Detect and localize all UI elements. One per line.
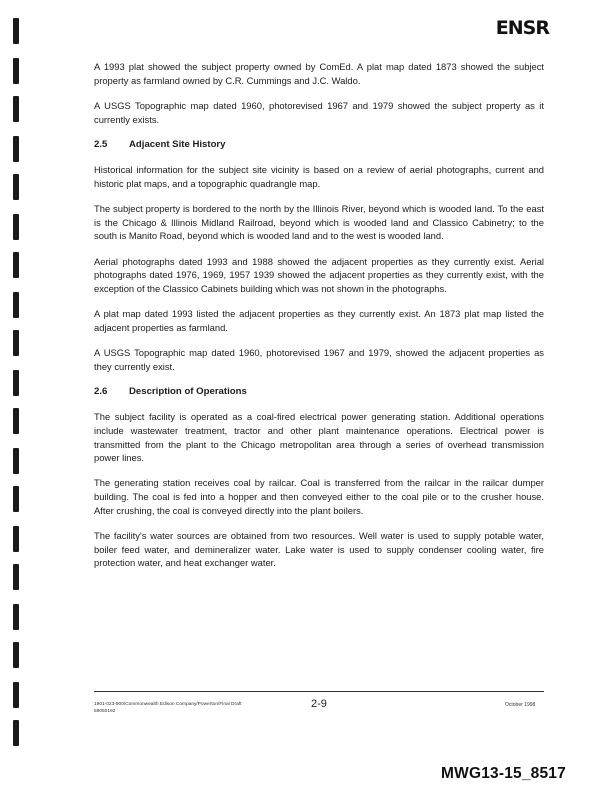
punch-mark (13, 604, 19, 630)
paragraph: A plat map dated 1993 listed the adjacent properties as they currently exist. An 1873 plat map listed the adjacent properties as farmland. (94, 308, 544, 333)
footer-divider (94, 691, 544, 692)
punch-mark (13, 96, 19, 122)
section-title: Adjacent Site History (129, 138, 226, 150)
section-heading-2-5 (94, 138, 544, 152)
punch-mark (13, 214, 19, 240)
footer-document-info (94, 701, 309, 715)
paragraph: The subject property is bordered to the north by the Illinois River, beyond which is wooded land. To the east is the Chicago & Illinois Midland Railroad, beyond which is wooded land and Classico Cabinetry; to the south is Manito Road, beyond which is wooded land and to the west is wooded land. (94, 202, 544, 242)
punch-mark (13, 486, 19, 512)
punch-mark (13, 136, 19, 162)
punch-mark (13, 370, 19, 396)
punch-mark (13, 292, 19, 318)
paragraph: Historical information for the subject site vicinity is based on a review of aerial photographs, current and historic plat maps, and a topographic quadrangle map. (94, 164, 544, 189)
paragraph: The subject facility is operated as a coal-fired electrical power generating station. Additional operations include wastewater treatment, tractor and other plant maintenance operations. Electrical power is transmitted from the plant to the Chicago metropolitan area through a series of overhead transmission power lines. (94, 411, 544, 464)
punch-mark (13, 682, 19, 708)
paragraph: The generating station receives coal by railcar. Coal is transferred from the railcar in the railcar dumper building. The coal is fed into a hopper and then conveyed either to the coal pile or to the crusher house. After crushing, the coal is conveyed directly into the plant boilers. (94, 477, 544, 516)
punch-mark (13, 58, 19, 84)
bates-number: MWG13-15_8517 (441, 765, 566, 782)
section-number: 2.5 (94, 138, 108, 150)
paragraph: The facility's water sources are obtained from two resources. Well water is used to supply potable water, boiler feed water, and demineralizer water. Lake water is used to supply condenser cooling water, fire protection water, and heat exchanger water. (94, 530, 544, 569)
footer-date: October 1998 (505, 702, 536, 708)
footer-doc-number: 59050192 (94, 709, 116, 714)
paragraph: Aerial photographs dated 1993 and 1988 showed the adjacent properties as they currently exist. Aerial photographs dated 1976, 1969, 1957 1939 showed the adjacent properties as they currently exist, with the exception of the Classico Cabinets building which was not shown in the photographs. (94, 255, 544, 294)
section-heading-2-6 (94, 385, 544, 399)
section-number: 2.6 (94, 385, 108, 397)
punch-mark (13, 252, 19, 278)
section-title: Description of Operations (129, 385, 247, 397)
footer-project-line: 1901-023-900/Commonwealth Edison Company/Powerton/Final Draft (94, 702, 242, 707)
paragraph: A USGS Topographic map dated 1960, photorevised 1967 and 1979, showed the adjacent properties as they currently exist. (94, 347, 544, 372)
punch-mark (13, 642, 19, 668)
punch-mark (13, 448, 19, 474)
paragraph: A 1993 plat showed the subject property owned by ComEd. A plat map dated 1873 showed the subject property as farmland owned by C.R. Cummings and J.C. Waldo. (94, 61, 544, 86)
paragraph: A USGS Topographic map dated 1960, photorevised 1967 and 1979 showed the subject property as it currently exists. (94, 99, 544, 125)
punch-mark (13, 720, 19, 746)
company-logo: ENSR (495, 17, 549, 39)
document-body (94, 60, 544, 582)
punch-mark (13, 18, 19, 44)
punch-mark (13, 174, 19, 200)
punch-mark (13, 564, 19, 590)
punch-mark (13, 330, 19, 356)
punch-mark (13, 526, 19, 552)
page-number: 2-9 (311, 698, 327, 710)
punch-mark (13, 408, 19, 434)
